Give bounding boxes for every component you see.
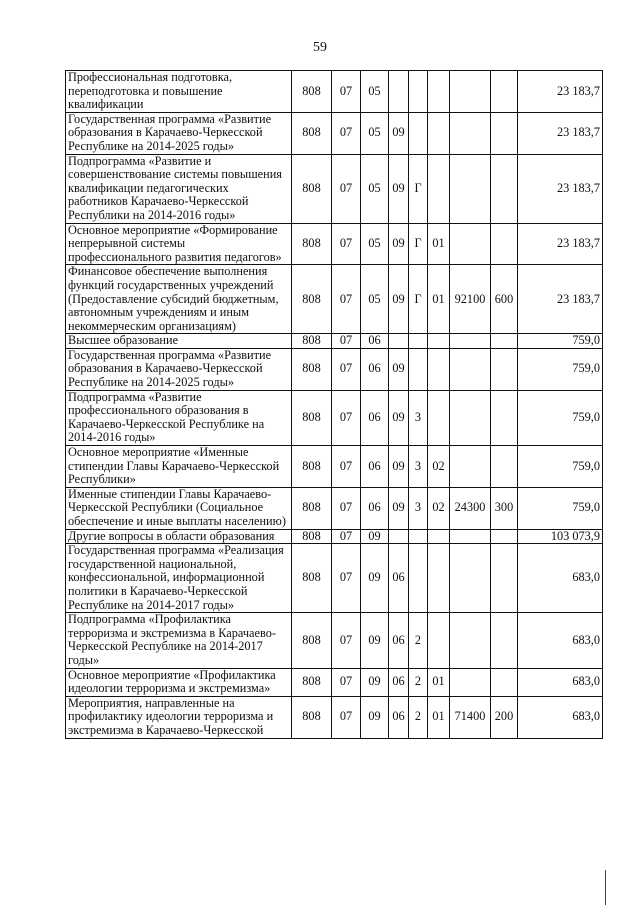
ministry-code-cell: 808 bbox=[292, 613, 332, 668]
event-code-cell: 01 bbox=[428, 223, 450, 265]
program-code-cell: 06 bbox=[389, 668, 409, 696]
event-code-cell: 01 bbox=[428, 265, 450, 334]
table-row bbox=[66, 112, 603, 154]
expense-type-cell bbox=[491, 112, 518, 154]
ministry-code-cell: 808 bbox=[292, 696, 332, 738]
program-code-cell bbox=[389, 71, 409, 113]
direction-code-cell bbox=[450, 544, 491, 613]
program-code-cell: 09 bbox=[389, 265, 409, 334]
program-code-cell: 09 bbox=[389, 446, 409, 488]
page-number: 59 bbox=[313, 40, 327, 55]
direction-code-cell bbox=[450, 613, 491, 668]
subprogram-code-cell bbox=[409, 348, 428, 390]
program-code-cell: 06 bbox=[389, 544, 409, 613]
program-code-cell: 09 bbox=[389, 390, 409, 445]
section-code-cell: 07 bbox=[332, 154, 361, 223]
direction-code-cell: 24300 bbox=[450, 487, 491, 529]
expense-type-cell bbox=[491, 529, 518, 544]
subprogram-code-cell: 2 bbox=[409, 613, 428, 668]
amount-cell: 759,0 bbox=[518, 334, 603, 349]
table-row bbox=[66, 544, 603, 613]
section-code-cell: 07 bbox=[332, 334, 361, 349]
subsection-code-cell: 06 bbox=[361, 348, 389, 390]
ministry-code-cell: 808 bbox=[292, 71, 332, 113]
row-name-cell: Подпрограмма «Развитие профессионального образования в Карачаево-Черкесской Республике на 2014-2016 годы» bbox=[66, 390, 292, 445]
expense-type-cell bbox=[491, 446, 518, 488]
subprogram-code-cell bbox=[409, 544, 428, 613]
subprogram-code-cell: 3 bbox=[409, 487, 428, 529]
row-name-cell: Высшее образование bbox=[66, 334, 292, 349]
subprogram-code-cell: 3 bbox=[409, 446, 428, 488]
program-code-cell: 09 bbox=[389, 487, 409, 529]
row-name-cell: Основное мероприятие «Именные стипендии Главы Карачаево-Черкесской Республики» bbox=[66, 446, 292, 488]
subsection-code-cell: 09 bbox=[361, 529, 389, 544]
direction-code-cell bbox=[450, 348, 491, 390]
direction-code-cell bbox=[450, 154, 491, 223]
amount-cell: 103 073,9 bbox=[518, 529, 603, 544]
event-code-cell bbox=[428, 390, 450, 445]
program-code-cell: 09 bbox=[389, 154, 409, 223]
section-code-cell: 07 bbox=[332, 112, 361, 154]
table-row bbox=[66, 487, 603, 529]
section-code-cell: 07 bbox=[332, 544, 361, 613]
table-row bbox=[66, 529, 603, 544]
ministry-code-cell: 808 bbox=[292, 446, 332, 488]
row-name-cell: Другие вопросы в области образования bbox=[66, 529, 292, 544]
table-row bbox=[66, 696, 603, 738]
direction-code-cell: 92100 bbox=[450, 265, 491, 334]
ministry-code-cell: 808 bbox=[292, 265, 332, 334]
program-code-cell bbox=[389, 334, 409, 349]
section-code-cell: 07 bbox=[332, 529, 361, 544]
direction-code-cell bbox=[450, 71, 491, 113]
table-row bbox=[66, 613, 603, 668]
program-code-cell: 09 bbox=[389, 112, 409, 154]
program-code-cell: 06 bbox=[389, 613, 409, 668]
subsection-code-cell: 05 bbox=[361, 223, 389, 265]
table-row bbox=[66, 446, 603, 488]
amount-cell: 683,0 bbox=[518, 613, 603, 668]
direction-code-cell bbox=[450, 446, 491, 488]
expense-type-cell: 600 bbox=[491, 265, 518, 334]
expense-type-cell bbox=[491, 544, 518, 613]
row-name-cell: Государственная программа «Реализация государственной национальной, конфессиональной, информационной политики в Карачаево-Черкесской Республике на 2014-2017 годы» bbox=[66, 544, 292, 613]
subsection-code-cell: 05 bbox=[361, 71, 389, 113]
table-row bbox=[66, 71, 603, 113]
table-row bbox=[66, 348, 603, 390]
direction-code-cell bbox=[450, 223, 491, 265]
event-code-cell bbox=[428, 348, 450, 390]
event-code-cell bbox=[428, 613, 450, 668]
amount-cell: 759,0 bbox=[518, 446, 603, 488]
event-code-cell bbox=[428, 154, 450, 223]
ministry-code-cell: 808 bbox=[292, 529, 332, 544]
table-row bbox=[66, 390, 603, 445]
subsection-code-cell: 09 bbox=[361, 613, 389, 668]
amount-cell: 23 183,7 bbox=[518, 265, 603, 334]
direction-code-cell bbox=[450, 112, 491, 154]
ministry-code-cell: 808 bbox=[292, 544, 332, 613]
row-name-cell: Основное мероприятие «Профилактика идеологии терроризма и экстремизма» bbox=[66, 668, 292, 696]
direction-code-cell bbox=[450, 668, 491, 696]
amount-cell: 759,0 bbox=[518, 348, 603, 390]
amount-cell: 683,0 bbox=[518, 696, 603, 738]
event-code-cell: 01 bbox=[428, 668, 450, 696]
row-name-cell: Государственная программа «Развитие образования в Карачаево-Черкесской Республике на 2014-2025 годы» bbox=[66, 348, 292, 390]
subsection-code-cell: 06 bbox=[361, 390, 389, 445]
subsection-code-cell: 06 bbox=[361, 446, 389, 488]
direction-code-cell bbox=[450, 529, 491, 544]
subprogram-code-cell bbox=[409, 71, 428, 113]
subprogram-code-cell: Г bbox=[409, 223, 428, 265]
ministry-code-cell: 808 bbox=[292, 668, 332, 696]
section-code-cell: 07 bbox=[332, 71, 361, 113]
expense-type-cell bbox=[491, 334, 518, 349]
subsection-code-cell: 06 bbox=[361, 487, 389, 529]
ministry-code-cell: 808 bbox=[292, 334, 332, 349]
expense-type-cell bbox=[491, 668, 518, 696]
amount-cell: 23 183,7 bbox=[518, 112, 603, 154]
event-code-cell: 02 bbox=[428, 487, 450, 529]
amount-cell: 23 183,7 bbox=[518, 223, 603, 265]
table-row bbox=[66, 334, 603, 349]
event-code-cell bbox=[428, 112, 450, 154]
expense-type-cell bbox=[491, 613, 518, 668]
subsection-code-cell: 09 bbox=[361, 696, 389, 738]
ministry-code-cell: 808 bbox=[292, 487, 332, 529]
amount-cell: 683,0 bbox=[518, 544, 603, 613]
row-name-cell: Мероприятия, направленные на профилактику идеологии терроризма и экстремизма в Карачаево-Черкесской bbox=[66, 696, 292, 738]
section-code-cell: 07 bbox=[332, 446, 361, 488]
section-code-cell: 07 bbox=[332, 223, 361, 265]
amount-cell: 23 183,7 bbox=[518, 154, 603, 223]
event-code-cell: 01 bbox=[428, 696, 450, 738]
event-code-cell: 02 bbox=[428, 446, 450, 488]
row-name-cell: Подпрограмма «Развитие и совершенствование системы повышения квалификации педагогических работников Карачаево-Черкесской Республики на 2014-2016 годы» bbox=[66, 154, 292, 223]
ministry-code-cell: 808 bbox=[292, 154, 332, 223]
ministry-code-cell: 808 bbox=[292, 348, 332, 390]
subsection-code-cell: 05 bbox=[361, 112, 389, 154]
event-code-cell bbox=[428, 71, 450, 113]
subprogram-code-cell: Г bbox=[409, 154, 428, 223]
event-code-cell bbox=[428, 544, 450, 613]
direction-code-cell: 71400 bbox=[450, 696, 491, 738]
ministry-code-cell: 808 bbox=[292, 223, 332, 265]
subsection-code-cell: 05 bbox=[361, 154, 389, 223]
direction-code-cell bbox=[450, 334, 491, 349]
section-code-cell: 07 bbox=[332, 487, 361, 529]
row-name-cell: Подпрограмма «Профилактика терроризма и экстремизма в Карачаево-Черкесской Республике на 2014-2017 годы» bbox=[66, 613, 292, 668]
section-code-cell: 07 bbox=[332, 696, 361, 738]
subprogram-code-cell bbox=[409, 112, 428, 154]
expense-type-cell bbox=[491, 154, 518, 223]
amount-cell: 759,0 bbox=[518, 487, 603, 529]
table-row bbox=[66, 668, 603, 696]
expense-type-cell bbox=[491, 390, 518, 445]
row-name-cell: Основное мероприятие «Формирование непрерывной системы профессионального развития педагогов» bbox=[66, 223, 292, 265]
program-code-cell: 09 bbox=[389, 223, 409, 265]
budget-table-body bbox=[66, 71, 603, 739]
row-name-cell: Финансовое обеспечение выполнения функций государственных учреждений (Предоставление субсидий бюджетным, автономным учреждениям и иным некоммерческим организациям) bbox=[66, 265, 292, 334]
subprogram-code-cell bbox=[409, 529, 428, 544]
table-row bbox=[66, 223, 603, 265]
expense-type-cell bbox=[491, 223, 518, 265]
subsection-code-cell: 09 bbox=[361, 668, 389, 696]
subprogram-code-cell: 3 bbox=[409, 390, 428, 445]
row-name-cell: Профессиональная подготовка, переподготовка и повышение квалификации bbox=[66, 71, 292, 113]
expense-type-cell bbox=[491, 71, 518, 113]
subsection-code-cell: 09 bbox=[361, 544, 389, 613]
subprogram-code-cell bbox=[409, 334, 428, 349]
section-code-cell: 07 bbox=[332, 613, 361, 668]
section-code-cell: 07 bbox=[332, 668, 361, 696]
program-code-cell bbox=[389, 529, 409, 544]
section-code-cell: 07 bbox=[332, 265, 361, 334]
subprogram-code-cell: 2 bbox=[409, 668, 428, 696]
amount-cell: 23 183,7 bbox=[518, 71, 603, 113]
subsection-code-cell: 06 bbox=[361, 334, 389, 349]
subprogram-code-cell: 2 bbox=[409, 696, 428, 738]
expense-type-cell bbox=[491, 348, 518, 390]
amount-cell: 759,0 bbox=[518, 390, 603, 445]
row-name-cell: Государственная программа «Развитие образования в Карачаево-Черкесской Республике на 2014-2025 годы» bbox=[66, 112, 292, 154]
table-row bbox=[66, 154, 603, 223]
row-name-cell: Именные стипендии Главы Карачаево-Черкесской Республики (Социальное обеспечение и иные выплаты населению) bbox=[66, 487, 292, 529]
event-code-cell bbox=[428, 334, 450, 349]
expense-type-cell: 200 bbox=[491, 696, 518, 738]
program-code-cell: 06 bbox=[389, 696, 409, 738]
program-code-cell: 09 bbox=[389, 348, 409, 390]
ministry-code-cell: 808 bbox=[292, 390, 332, 445]
ministry-code-cell: 808 bbox=[292, 112, 332, 154]
direction-code-cell bbox=[450, 390, 491, 445]
section-code-cell: 07 bbox=[332, 348, 361, 390]
budget-table bbox=[65, 70, 603, 739]
table-row bbox=[66, 265, 603, 334]
subsection-code-cell: 05 bbox=[361, 265, 389, 334]
event-code-cell bbox=[428, 529, 450, 544]
subprogram-code-cell: Г bbox=[409, 265, 428, 334]
scan-edge-mark bbox=[605, 870, 606, 905]
section-code-cell: 07 bbox=[332, 390, 361, 445]
amount-cell: 683,0 bbox=[518, 668, 603, 696]
expense-type-cell: 300 bbox=[491, 487, 518, 529]
